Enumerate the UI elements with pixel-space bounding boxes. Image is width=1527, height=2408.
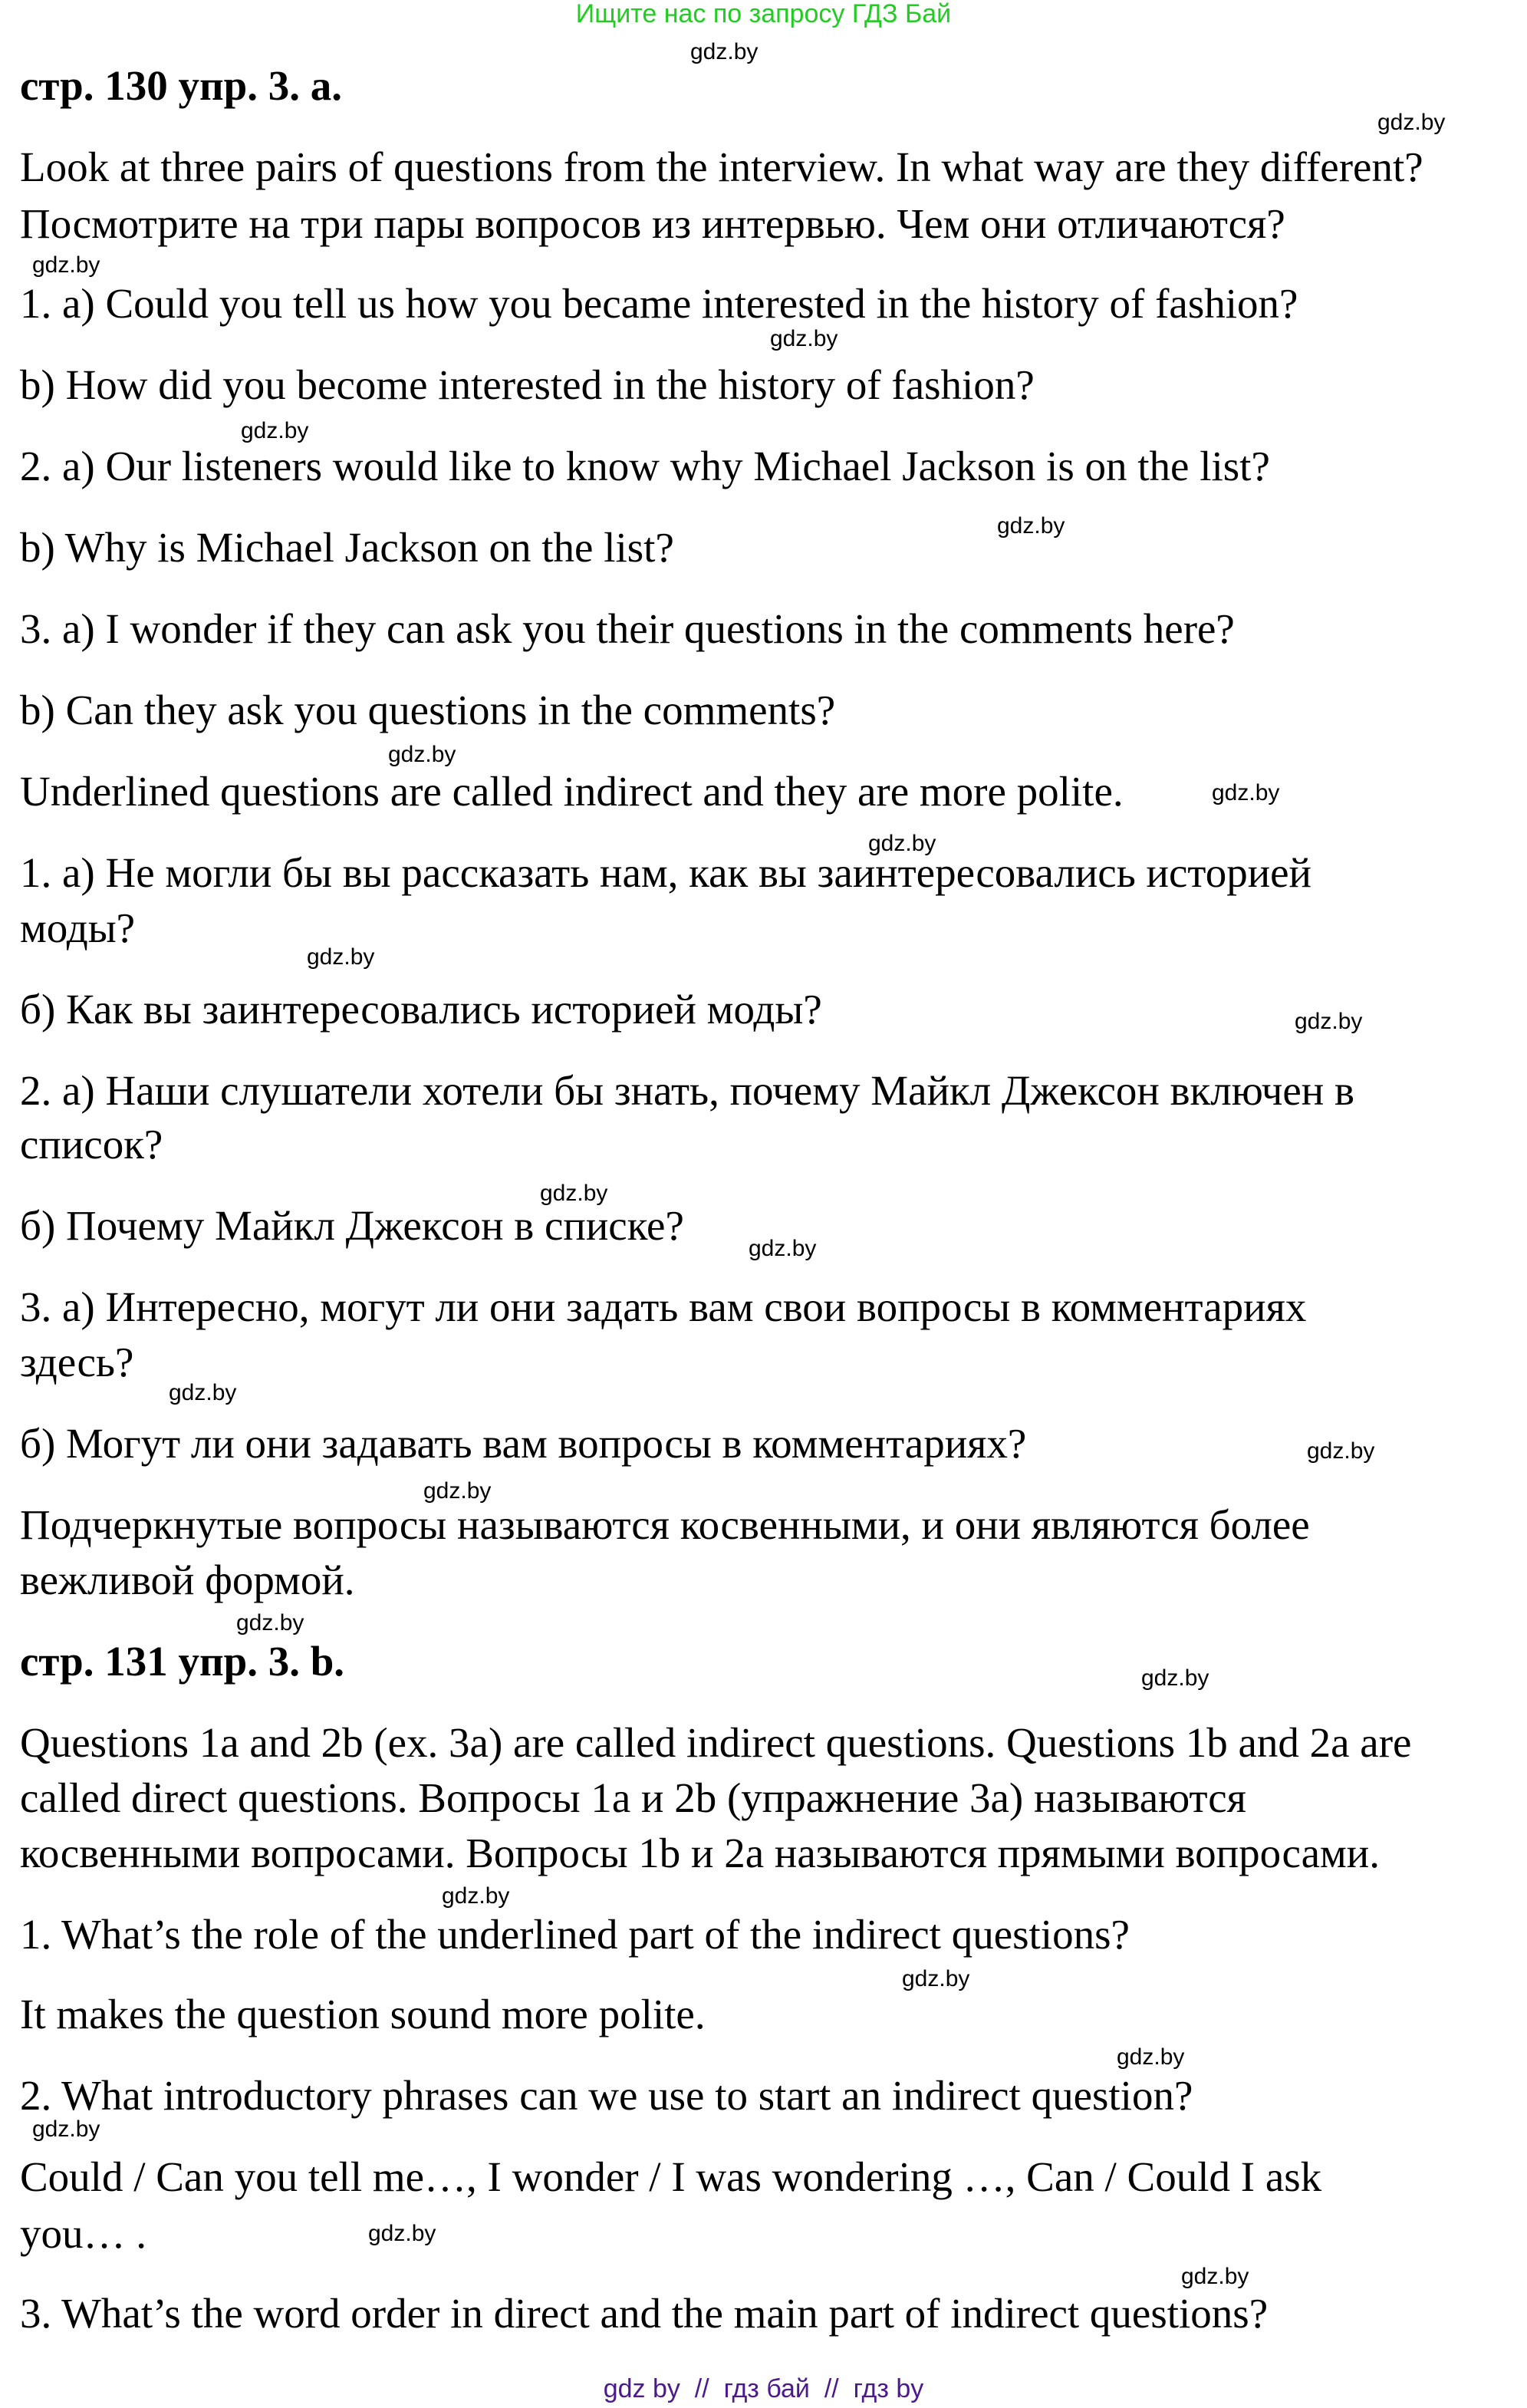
watermark: gdz.by bbox=[868, 831, 936, 856]
answer-2: Could / Can you tell me…, I wonder / I was wondering …, Can / Could I ask bbox=[20, 2153, 1322, 2200]
watermark: gdz.by bbox=[902, 1966, 970, 1991]
question-3a: 3. a) I wonder if they can ask you their questions in the comments here? bbox=[20, 605, 1235, 652]
question-2: 2. What introductory phrases can we use to start an indirect question? bbox=[20, 2072, 1193, 2119]
ru-question-1a-cont: моды? bbox=[20, 904, 136, 951]
answer-2-cont: you… . bbox=[20, 2210, 146, 2257]
watermark: gdz.by bbox=[1377, 110, 1446, 135]
watermark: gdz.by bbox=[307, 944, 375, 970]
ru-question-3a-cont: здесь? bbox=[20, 1339, 134, 1385]
watermark: gdz.by bbox=[1295, 1009, 1363, 1034]
ru-question-2b: б) Почему Майкл Джексон в списке? bbox=[20, 1202, 684, 1249]
question-1b: b) How did you become interested in the history of fashion? bbox=[20, 361, 1035, 408]
intro-en: Look at three pairs of questions from the interview. In what way are they different? bbox=[20, 143, 1423, 190]
intro-line-2: called direct questions. Вопросы 1a и 2b (упражнение 3a) называются bbox=[20, 1774, 1246, 1821]
watermark: gdz.by bbox=[1212, 780, 1280, 805]
note-ru: Подчеркнутые вопросы называются косвенными, и они являются более bbox=[20, 1501, 1310, 1548]
watermark: gdz.by bbox=[1307, 1438, 1375, 1464]
watermark: gdz.by bbox=[997, 513, 1065, 539]
watermark: gdz.by bbox=[690, 39, 759, 64]
question-3b: b) Can they ask you questions in the comments? bbox=[20, 687, 836, 733]
watermark: gdz.by bbox=[241, 418, 309, 443]
question-1a: 1. a) Could you tell us how you became interested in the history of fashion? bbox=[20, 280, 1298, 327]
intro-line-3: косвенными вопросами. Вопросы 1b и 2a называются прямыми вопросами. bbox=[20, 1830, 1380, 1876]
search-banner: Ищите нас по запросу ГДЗ Бай bbox=[575, 0, 952, 28]
watermark: gdz.by bbox=[442, 1883, 510, 1909]
watermark: gdz.by bbox=[169, 1380, 237, 1405]
intro-ru: Посмотрите на три пары вопросов из интервью. Чем они отличаются? bbox=[20, 200, 1285, 247]
watermark: gdz.by bbox=[540, 1181, 608, 1206]
answer-1: It makes the question sound more polite. bbox=[20, 1991, 706, 2037]
question-3: 3. What’s the word order in direct and the main part of indirect questions? bbox=[20, 2290, 1269, 2337]
question-2b: b) Why is Michael Jackson on the list? bbox=[20, 524, 674, 571]
ru-question-2a-cont: список? bbox=[20, 1121, 163, 1168]
watermark: gdz.by bbox=[32, 2116, 100, 2142]
ru-question-3a: 3. а) Интересно, могут ли они задать вам свои вопросы в комментариях bbox=[20, 1283, 1307, 1330]
ru-question-1a: 1. а) Не могли бы вы рассказать нам, как вы заинтересовались историей bbox=[20, 849, 1311, 896]
watermark: gdz.by bbox=[770, 326, 838, 351]
footer-links: gdz by // гдз бай // гдз by bbox=[603, 2374, 924, 2403]
question-2a: 2. a) Our listeners would like to know why Michael Jackson is on the list? bbox=[20, 443, 1270, 489]
intro-line-1: Questions 1a and 2b (ex. 3a) are called indirect questions. Questions 1b and 2a are bbox=[20, 1719, 1412, 1766]
watermark: gdz.by bbox=[368, 2221, 436, 2246]
watermark: gdz.by bbox=[1141, 1665, 1209, 1691]
note-ru-cont: вежливой формой. bbox=[20, 1556, 355, 1603]
note-en: Underlined questions are called indirect and they are more polite. bbox=[20, 768, 1124, 815]
watermark: gdz.by bbox=[32, 252, 100, 278]
watermark: gdz.by bbox=[236, 1610, 304, 1636]
section-heading: стр. 131 упр. 3. b. bbox=[20, 1638, 345, 1685]
watermark: gdz.by bbox=[1181, 2264, 1249, 2289]
ru-question-3b: б) Могут ли они задавать вам вопросы в комментариях? bbox=[20, 1420, 1027, 1467]
ru-question-2a: 2. а) Наши слушатели хотели бы знать, почему Майкл Джексон включен в bbox=[20, 1067, 1354, 1114]
section-heading: стр. 130 упр. 3. a. bbox=[20, 62, 342, 109]
question-1: 1. What’s the role of the underlined part of the indirect questions? bbox=[20, 1911, 1130, 1958]
watermark: gdz.by bbox=[388, 742, 456, 767]
watermark: gdz.by bbox=[749, 1236, 817, 1261]
watermark: gdz.by bbox=[1117, 2044, 1185, 2070]
watermark: gdz.by bbox=[423, 1478, 492, 1504]
ru-question-1b: б) Как вы заинтересовались историей моды? bbox=[20, 986, 822, 1033]
